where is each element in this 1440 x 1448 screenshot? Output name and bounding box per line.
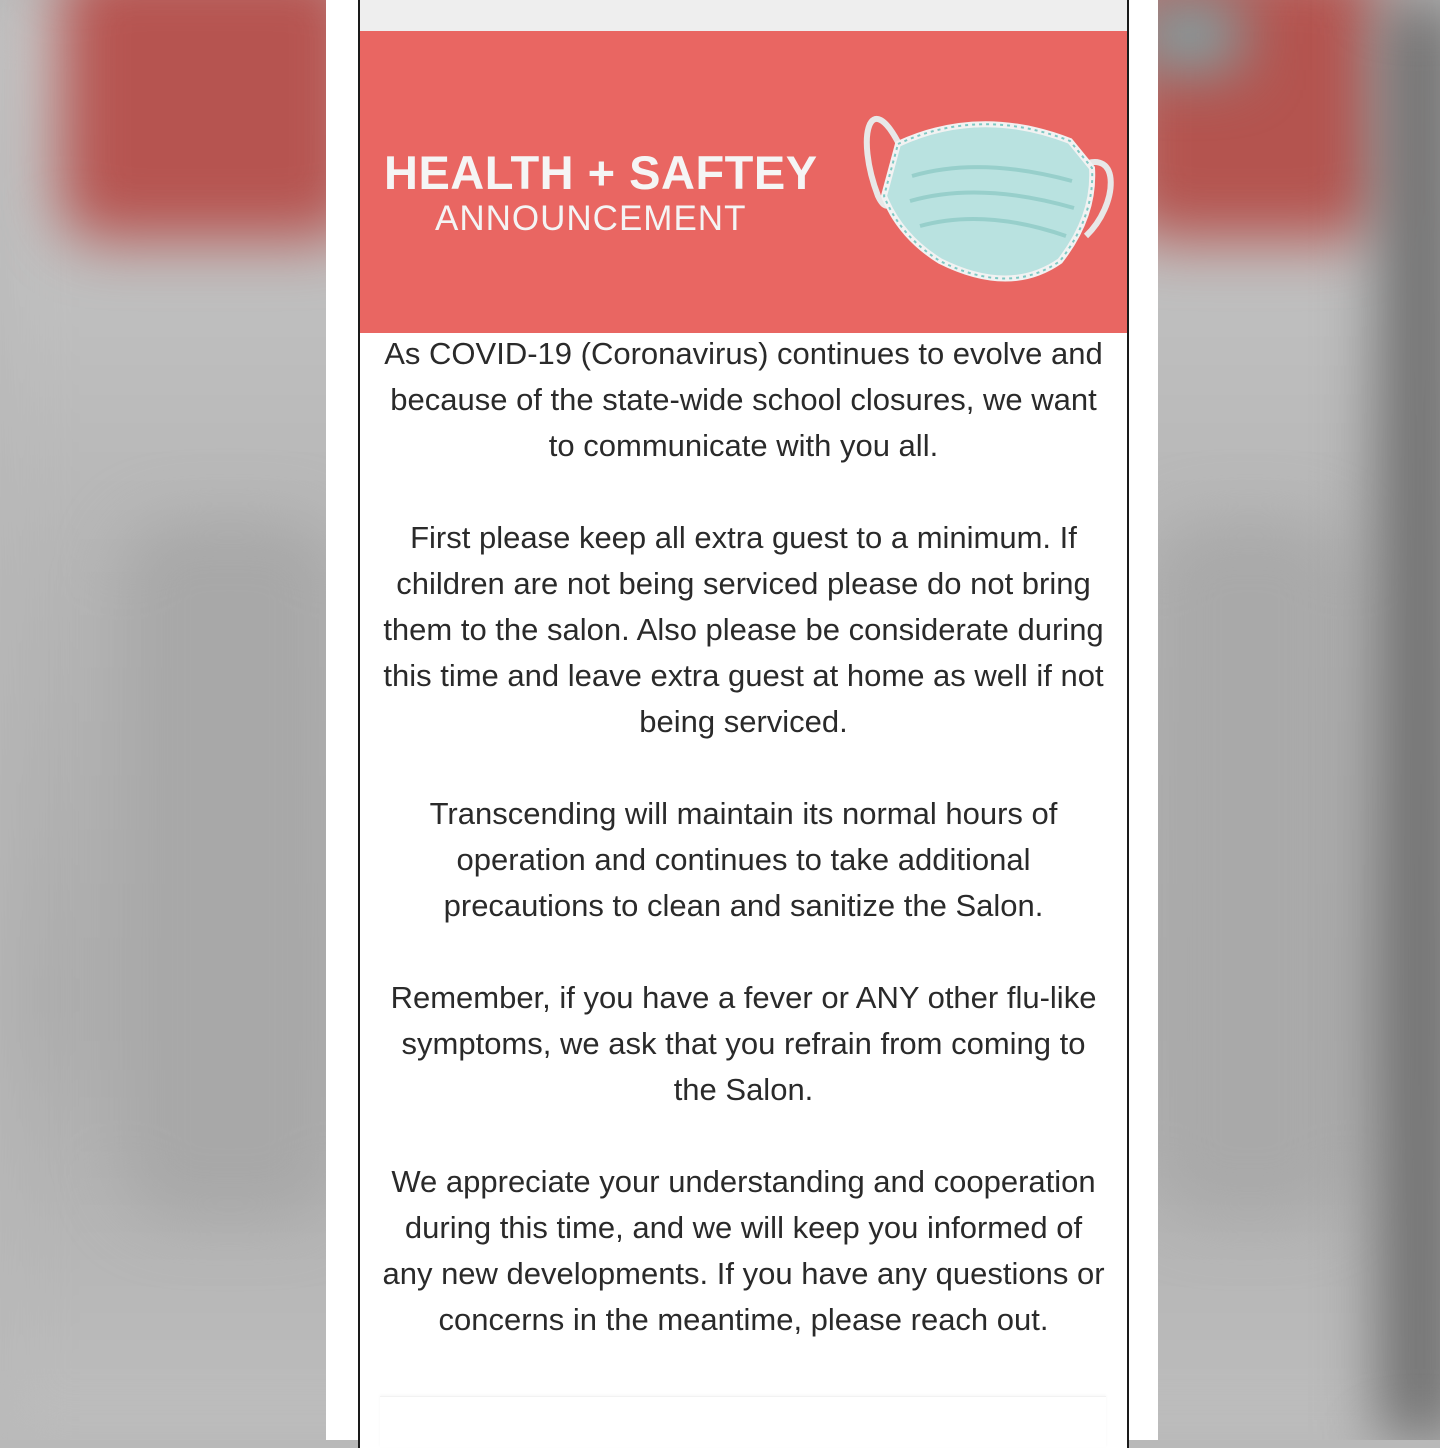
bottom-edge <box>380 1396 1106 1447</box>
banner-subtitle: ANNOUNCEMENT <box>435 199 747 238</box>
paragraph-evolve: As COVID-19 (Coronavirus) continues to evolve and because of the state-wide school closures, we want to communicate with you all. <box>384 336 1103 463</box>
post-panel <box>326 0 1158 1440</box>
background-blur-gray-right <box>1150 520 1350 1220</box>
announcement-card <box>358 0 1129 1448</box>
background-blur-left <box>60 0 360 240</box>
banner-title: HEALTH + SAFTEY <box>384 146 818 199</box>
paragraph-symptoms: Remember, if you have a fever or ANY other flu-like symptoms, we ask that you refrain from coming to the Salon. <box>390 980 1097 1107</box>
background-edge-shadow <box>1380 0 1440 1440</box>
paragraph-hours: Transcending will maintain its normal hours of operation and continues to take additional precautions to clean and sanitize the Salon. <box>429 796 1058 923</box>
paragraph-appreciation: We appreciate your understanding and cooperation during this time, and we will keep you informed of any new developments. If you have any questions or concerns in the meantime, please reach out. <box>382 1164 1105 1337</box>
paragraph-guests: First please keep all extra guest to a minimum. If children are not being serviced please do not bring them to the salon. Also please be considerate during this time and leave extra guest at home as well if not being serviced. <box>383 520 1104 739</box>
face-mask-icon <box>860 86 1120 286</box>
background-blur-gray-left <box>120 520 340 1220</box>
top-bar <box>360 0 1127 31</box>
announcement-body <box>360 331 1127 1389</box>
health-safety-banner <box>360 31 1127 333</box>
